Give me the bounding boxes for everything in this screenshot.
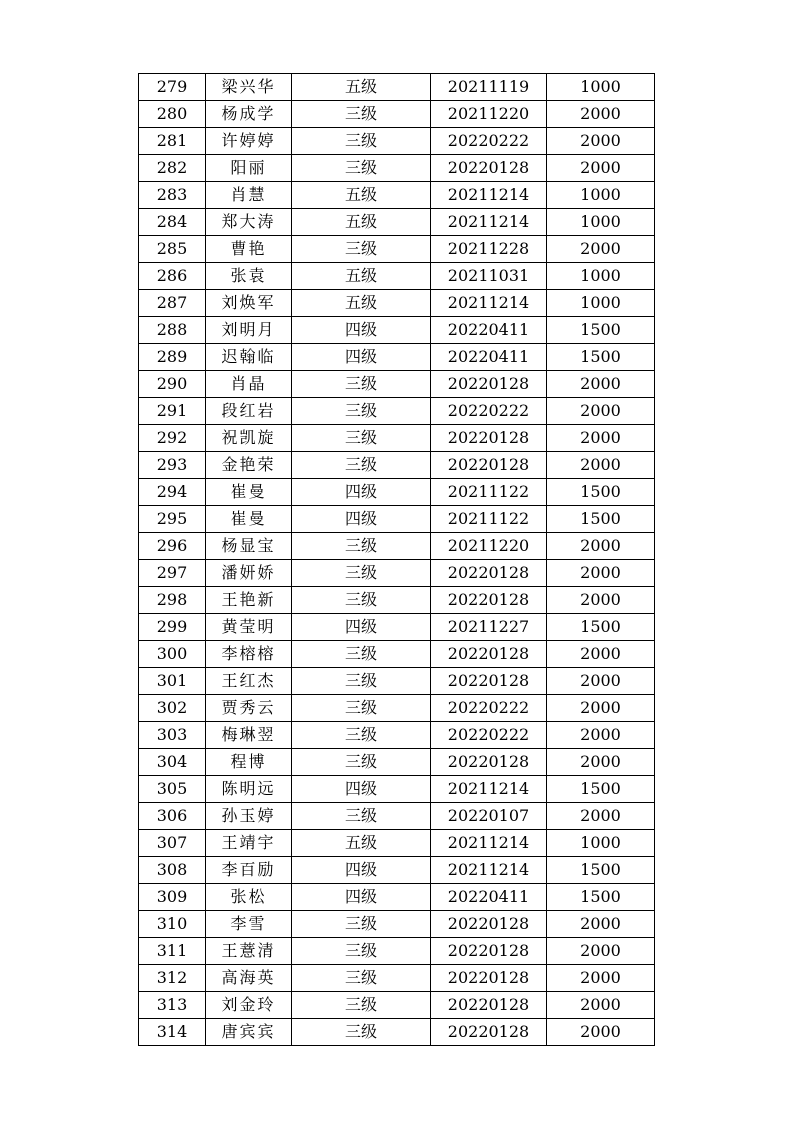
cell-date: 20211214 xyxy=(431,290,547,317)
cell-number: 300 xyxy=(139,641,206,668)
cell-date: 20211119 xyxy=(431,74,547,101)
table-row xyxy=(139,938,655,965)
cell-name: 黄莹明 xyxy=(206,614,292,641)
cell-number: 294 xyxy=(139,479,206,506)
cell-amount: 2000 xyxy=(547,452,655,479)
cell-date: 20211122 xyxy=(431,506,547,533)
cell-number: 305 xyxy=(139,776,206,803)
cell-number: 311 xyxy=(139,938,206,965)
cell-amount: 1500 xyxy=(547,317,655,344)
cell-amount: 2000 xyxy=(547,398,655,425)
cell-amount: 2000 xyxy=(547,371,655,398)
cell-name: 祝凯旋 xyxy=(206,425,292,452)
cell-name: 刘金玲 xyxy=(206,992,292,1019)
cell-level: 三级 xyxy=(292,101,431,128)
cell-amount: 1500 xyxy=(547,776,655,803)
table-row xyxy=(139,155,655,182)
cell-level: 三级 xyxy=(292,371,431,398)
cell-name: 崔曼 xyxy=(206,479,292,506)
cell-date: 20220128 xyxy=(431,587,547,614)
table-row xyxy=(139,263,655,290)
cell-name: 贾秀云 xyxy=(206,695,292,722)
table-row xyxy=(139,722,655,749)
table-row xyxy=(139,290,655,317)
table-row xyxy=(139,101,655,128)
table-row xyxy=(139,1019,655,1046)
cell-name: 刘焕军 xyxy=(206,290,292,317)
cell-date: 20220128 xyxy=(431,560,547,587)
cell-amount: 2000 xyxy=(547,668,655,695)
cell-amount: 2000 xyxy=(547,803,655,830)
cell-level: 四级 xyxy=(292,776,431,803)
table-row xyxy=(139,965,655,992)
cell-date: 20211214 xyxy=(431,857,547,884)
cell-amount: 1000 xyxy=(547,290,655,317)
cell-name: 杨成学 xyxy=(206,101,292,128)
cell-level: 三级 xyxy=(292,938,431,965)
cell-date: 20211214 xyxy=(431,830,547,857)
cell-date: 20220411 xyxy=(431,317,547,344)
cell-number: 286 xyxy=(139,263,206,290)
table-row xyxy=(139,371,655,398)
cell-amount: 2000 xyxy=(547,533,655,560)
table-row xyxy=(139,830,655,857)
table-row xyxy=(139,128,655,155)
cell-level: 四级 xyxy=(292,614,431,641)
cell-level: 三级 xyxy=(292,587,431,614)
cell-name: 孙玉婷 xyxy=(206,803,292,830)
cell-level: 三级 xyxy=(292,1019,431,1046)
cell-name: 刘明月 xyxy=(206,317,292,344)
cell-level: 四级 xyxy=(292,884,431,911)
table-row xyxy=(139,614,655,641)
table-row xyxy=(139,182,655,209)
cell-date: 20211228 xyxy=(431,236,547,263)
cell-level: 三级 xyxy=(292,533,431,560)
cell-level: 三级 xyxy=(292,965,431,992)
cell-date: 20220128 xyxy=(431,749,547,776)
cell-level: 三级 xyxy=(292,992,431,1019)
cell-amount: 1000 xyxy=(547,263,655,290)
cell-amount: 2000 xyxy=(547,236,655,263)
table-row xyxy=(139,236,655,263)
cell-number: 306 xyxy=(139,803,206,830)
table-body xyxy=(139,74,655,1046)
cell-date: 20211220 xyxy=(431,533,547,560)
cell-level: 三级 xyxy=(292,722,431,749)
cell-amount: 2000 xyxy=(547,425,655,452)
table-row xyxy=(139,452,655,479)
table-row xyxy=(139,533,655,560)
cell-number: 298 xyxy=(139,587,206,614)
cell-amount: 1500 xyxy=(547,857,655,884)
cell-level: 三级 xyxy=(292,236,431,263)
cell-date: 20220128 xyxy=(431,371,547,398)
cell-level: 五级 xyxy=(292,263,431,290)
cell-number: 304 xyxy=(139,749,206,776)
cell-level: 三级 xyxy=(292,128,431,155)
cell-date: 20220222 xyxy=(431,398,547,425)
cell-number: 288 xyxy=(139,317,206,344)
cell-amount: 1000 xyxy=(547,182,655,209)
cell-number: 283 xyxy=(139,182,206,209)
cell-name: 李雪 xyxy=(206,911,292,938)
cell-level: 三级 xyxy=(292,803,431,830)
cell-date: 20211214 xyxy=(431,209,547,236)
cell-number: 307 xyxy=(139,830,206,857)
cell-level: 四级 xyxy=(292,344,431,371)
cell-name: 肖慧 xyxy=(206,182,292,209)
table-row xyxy=(139,776,655,803)
cell-level: 三级 xyxy=(292,560,431,587)
cell-name: 段红岩 xyxy=(206,398,292,425)
cell-name: 李百励 xyxy=(206,857,292,884)
cell-date: 20220128 xyxy=(431,992,547,1019)
cell-level: 三级 xyxy=(292,695,431,722)
cell-level: 三级 xyxy=(292,668,431,695)
cell-amount: 1500 xyxy=(547,344,655,371)
cell-amount: 2000 xyxy=(547,695,655,722)
cell-date: 20211214 xyxy=(431,182,547,209)
cell-number: 308 xyxy=(139,857,206,884)
cell-name: 梅琳翌 xyxy=(206,722,292,749)
cell-date: 20211220 xyxy=(431,101,547,128)
table-row xyxy=(139,992,655,1019)
cell-date: 20220222 xyxy=(431,128,547,155)
table-row xyxy=(139,803,655,830)
cell-number: 281 xyxy=(139,128,206,155)
cell-name: 张松 xyxy=(206,884,292,911)
cell-date: 20220128 xyxy=(431,452,547,479)
cell-date: 20211031 xyxy=(431,263,547,290)
cell-name: 王红杰 xyxy=(206,668,292,695)
cell-name: 张袁 xyxy=(206,263,292,290)
cell-name: 李榕榕 xyxy=(206,641,292,668)
cell-level: 五级 xyxy=(292,74,431,101)
cell-date: 20220128 xyxy=(431,425,547,452)
table-row xyxy=(139,587,655,614)
cell-level: 三级 xyxy=(292,641,431,668)
cell-amount: 1000 xyxy=(547,209,655,236)
cell-amount: 2000 xyxy=(547,749,655,776)
cell-number: 297 xyxy=(139,560,206,587)
cell-number: 312 xyxy=(139,965,206,992)
data-table xyxy=(138,73,655,1046)
table-row xyxy=(139,695,655,722)
cell-amount: 1000 xyxy=(547,74,655,101)
cell-date: 20211122 xyxy=(431,479,547,506)
cell-name: 陈明远 xyxy=(206,776,292,803)
cell-number: 279 xyxy=(139,74,206,101)
cell-name: 王艳新 xyxy=(206,587,292,614)
cell-amount: 2000 xyxy=(547,101,655,128)
cell-number: 299 xyxy=(139,614,206,641)
cell-name: 程博 xyxy=(206,749,292,776)
cell-date: 20220128 xyxy=(431,155,547,182)
cell-name: 许婷婷 xyxy=(206,128,292,155)
cell-amount: 2000 xyxy=(547,587,655,614)
cell-amount: 2000 xyxy=(547,992,655,1019)
cell-name: 王薏清 xyxy=(206,938,292,965)
cell-amount: 1500 xyxy=(547,884,655,911)
table-row xyxy=(139,479,655,506)
cell-amount: 2000 xyxy=(547,938,655,965)
cell-number: 291 xyxy=(139,398,206,425)
cell-number: 290 xyxy=(139,371,206,398)
cell-amount: 2000 xyxy=(547,128,655,155)
cell-number: 284 xyxy=(139,209,206,236)
cell-amount: 2000 xyxy=(547,641,655,668)
cell-name: 迟翰临 xyxy=(206,344,292,371)
cell-number: 313 xyxy=(139,992,206,1019)
cell-name: 阳丽 xyxy=(206,155,292,182)
table-row xyxy=(139,317,655,344)
cell-level: 三级 xyxy=(292,452,431,479)
table-row xyxy=(139,398,655,425)
cell-number: 289 xyxy=(139,344,206,371)
cell-level: 三级 xyxy=(292,155,431,182)
cell-amount: 2000 xyxy=(547,560,655,587)
table-row xyxy=(139,749,655,776)
table-row xyxy=(139,344,655,371)
cell-amount: 2000 xyxy=(547,722,655,749)
cell-date: 20220411 xyxy=(431,344,547,371)
cell-level: 四级 xyxy=(292,506,431,533)
cell-date: 20220128 xyxy=(431,641,547,668)
cell-number: 301 xyxy=(139,668,206,695)
cell-date: 20220222 xyxy=(431,695,547,722)
cell-level: 三级 xyxy=(292,911,431,938)
table-row xyxy=(139,209,655,236)
cell-level: 五级 xyxy=(292,182,431,209)
cell-level: 五级 xyxy=(292,290,431,317)
cell-number: 282 xyxy=(139,155,206,182)
cell-level: 四级 xyxy=(292,479,431,506)
cell-name: 潘妍娇 xyxy=(206,560,292,587)
cell-level: 五级 xyxy=(292,209,431,236)
cell-name: 梁兴华 xyxy=(206,74,292,101)
cell-amount: 2000 xyxy=(547,911,655,938)
cell-date: 20220411 xyxy=(431,884,547,911)
cell-number: 293 xyxy=(139,452,206,479)
cell-number: 292 xyxy=(139,425,206,452)
cell-amount: 2000 xyxy=(547,1019,655,1046)
cell-amount: 1500 xyxy=(547,479,655,506)
cell-number: 280 xyxy=(139,101,206,128)
cell-number: 295 xyxy=(139,506,206,533)
cell-date: 20220128 xyxy=(431,911,547,938)
cell-number: 309 xyxy=(139,884,206,911)
cell-name: 曹艳 xyxy=(206,236,292,263)
cell-level: 三级 xyxy=(292,749,431,776)
cell-name: 杨显宝 xyxy=(206,533,292,560)
cell-name: 金艳荣 xyxy=(206,452,292,479)
table-row xyxy=(139,641,655,668)
cell-name: 高海英 xyxy=(206,965,292,992)
cell-level: 三级 xyxy=(292,425,431,452)
cell-amount: 2000 xyxy=(547,155,655,182)
table-row xyxy=(139,857,655,884)
cell-date: 20220128 xyxy=(431,938,547,965)
table-row xyxy=(139,884,655,911)
table-row xyxy=(139,668,655,695)
cell-date: 20220222 xyxy=(431,722,547,749)
cell-name: 唐宾宾 xyxy=(206,1019,292,1046)
cell-number: 302 xyxy=(139,695,206,722)
table-row xyxy=(139,911,655,938)
cell-amount: 2000 xyxy=(547,965,655,992)
cell-name: 郑大涛 xyxy=(206,209,292,236)
cell-level: 四级 xyxy=(292,857,431,884)
table-row xyxy=(139,74,655,101)
cell-number: 310 xyxy=(139,911,206,938)
cell-number: 285 xyxy=(139,236,206,263)
cell-number: 314 xyxy=(139,1019,206,1046)
cell-level: 三级 xyxy=(292,398,431,425)
cell-level: 四级 xyxy=(292,317,431,344)
cell-name: 王靖宇 xyxy=(206,830,292,857)
cell-date: 20220128 xyxy=(431,668,547,695)
cell-date: 20220107 xyxy=(431,803,547,830)
table-row xyxy=(139,560,655,587)
table-row xyxy=(139,425,655,452)
cell-date: 20220128 xyxy=(431,965,547,992)
cell-date: 20211214 xyxy=(431,776,547,803)
cell-number: 303 xyxy=(139,722,206,749)
cell-amount: 1000 xyxy=(547,830,655,857)
cell-name: 肖晶 xyxy=(206,371,292,398)
cell-number: 287 xyxy=(139,290,206,317)
cell-name: 崔曼 xyxy=(206,506,292,533)
cell-amount: 1500 xyxy=(547,614,655,641)
cell-level: 五级 xyxy=(292,830,431,857)
cell-date: 20220128 xyxy=(431,1019,547,1046)
cell-date: 20211227 xyxy=(431,614,547,641)
table-row xyxy=(139,506,655,533)
cell-amount: 1500 xyxy=(547,506,655,533)
cell-number: 296 xyxy=(139,533,206,560)
